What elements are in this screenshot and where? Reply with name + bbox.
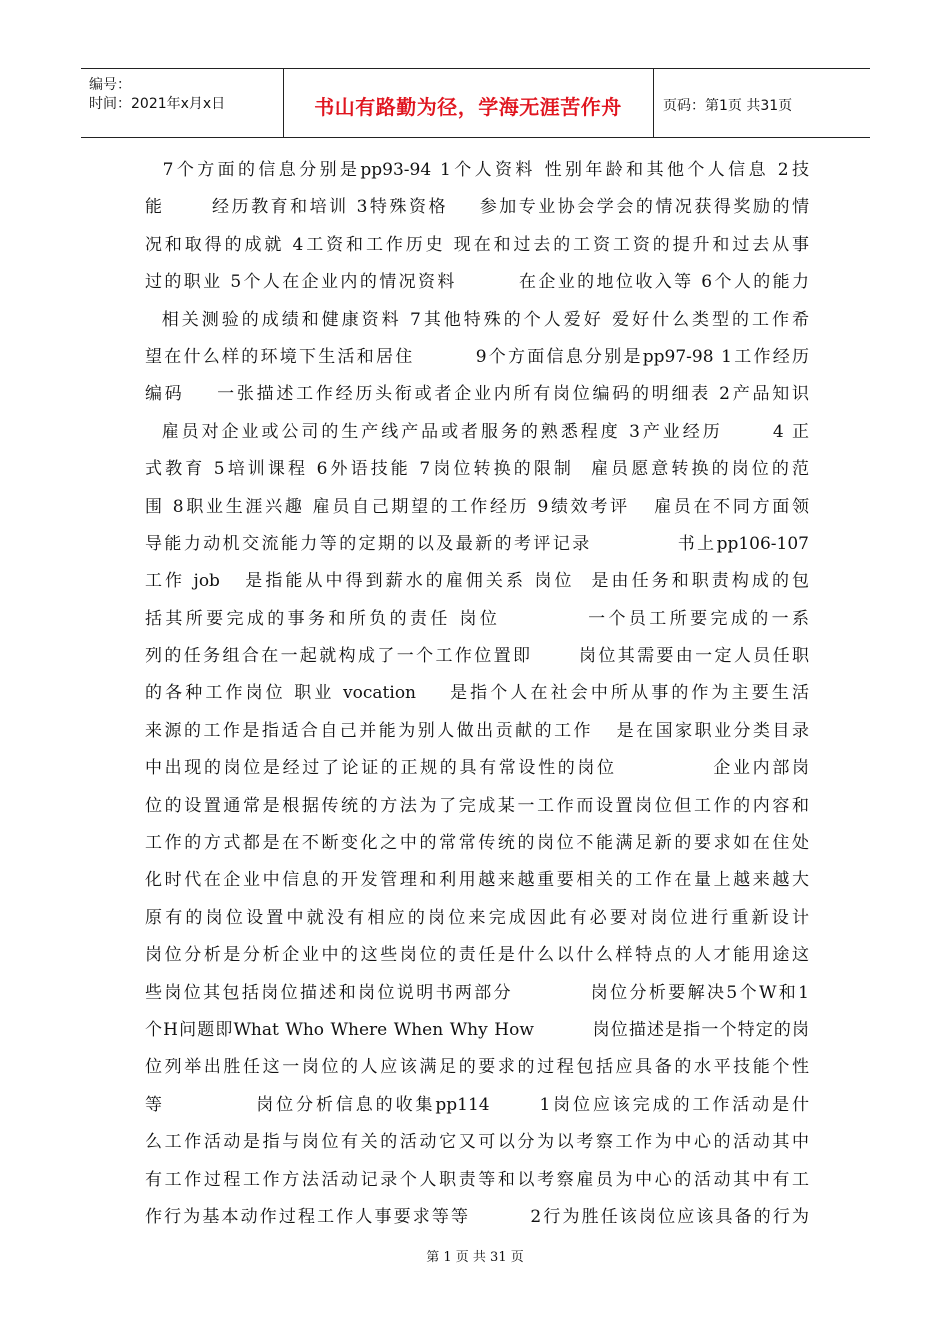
text-line: 式教育 5培训课程 6外语技能 7岗位转换的限制 雇员愿意转换的岗位的范 <box>145 459 809 480</box>
text-line: 中出现的岗位是经过了论证的正规的具有常设性的岗位 企业内部岗 <box>145 758 809 779</box>
text-line: 过的职业 5个人在企业内的情况资料 在企业的地位收入等 6个人的能力 <box>145 272 809 293</box>
text-line: 雇员对企业或公司的生产线产品或者服务的熟悉程度 3产业经历 4 正 <box>145 421 809 442</box>
date-label: 时间：2021年x月x日 <box>89 96 226 112</box>
text-line: 个H问题即What Who Where When Why How 岗位描述是指一个特定的岗 <box>145 1019 809 1040</box>
header-right-cell <box>653 69 870 137</box>
text-line: 么工作活动是指与岗位有关的活动它又可以分为以考察工作为中心的活动其中 <box>145 1132 809 1153</box>
text-line: 岗位分析是分析企业中的这些岗位的责任是什么以什么样特点的人才能用途这 <box>145 945 809 966</box>
text-line: 相关测验的成绩和健康资料 7其他特殊的个人爱好 爱好什么类型的工作希 <box>145 309 809 330</box>
text-line: 工作 job 是指能从中得到薪水的雇佣关系 岗位 是由任务和职责构成的包 <box>145 571 809 592</box>
text-line: 列的任务组合在一起就构成了一个工作位置即 岗位其需要由一定人员任职 <box>145 646 809 667</box>
header-left-cell <box>81 69 284 137</box>
text-line: 来源的工作是指适合自己并能为别人做出贡献的工作 是在国家职业分类目录 <box>145 720 809 741</box>
text-line: 围 8职业生涯兴趣 雇员自己期望的工作经历 9绩效考评 雇员在不同方面领 <box>145 496 809 517</box>
text-line: 有工作过程工作方法活动记录个人职责等和以考察雇员为中心的活动其中有工 <box>145 1169 809 1190</box>
text-line: 7个方面的信息分别是pp93-94 1个人资料 性别年龄和其他个人信息 2技 <box>145 160 809 180</box>
text-line: 导能力动机交流能力等的定期的以及最新的考评记录 书上pp106-107 <box>145 533 809 554</box>
text-line: 工作的方式都是在不断变化之中的常常传统的岗位不能满足新的要求如在住处 <box>145 833 809 854</box>
text-line: 位列举出胜任这一岗位的人应该满足的要求的过程包括应具备的水平技能个性 <box>145 1057 809 1078</box>
page-info: 页码：第1页 共31页 <box>663 98 793 114</box>
text-line: 望在什么样的环境下生活和居住 9个方面信息分别是pp97-98 1工作经历 <box>145 346 809 367</box>
text-line: 编码 一张描述工作经历头衔或者企业内所有岗位编码的明细表 2产品知识 <box>145 384 809 405</box>
text-line: 括其所要完成的事务和所负的责任 岗位 一个员工所要完成的一系 <box>145 608 809 629</box>
text-line: 的各种工作岗位 职业 vocation 是指个人在社会中所从事的作为主要生活 <box>145 683 809 704</box>
header-motto-cell <box>283 69 654 137</box>
number-label: 编号： <box>89 77 131 93</box>
text-line: 能 经历教育和培训 3特殊资格 参加专业协会学会的情况获得奖励的情 <box>145 197 809 218</box>
text-line: 况和取得的成就 4工资和工作历史 现在和过去的工资工资的提升和过去从事 <box>145 234 809 255</box>
text-line: 等 岗位分析信息的收集pp114 1岗位应该完成的工作活动是什 <box>145 1094 809 1115</box>
document-body <box>145 152 809 1236</box>
text-line: 化时代在企业中信息的开发管理和利用越来越重要相关的工作在量上越来越大 <box>145 870 809 891</box>
page-footer: 第 1 页 共 31 页 <box>426 1250 524 1265</box>
text-line: 原有的岗位设置中就没有相应的岗位来完成因此有必要对岗位进行重新设计 <box>145 907 809 928</box>
page-header <box>81 68 870 138</box>
text-line: 些岗位其包括岗位描述和岗位说明书两部分 岗位分析要解决5个W和1 <box>145 982 809 1003</box>
text-line: 位的设置通常是根据传统的方法为了完成某一工作而设置岗位但工作的内容和 <box>145 795 809 816</box>
motto: 书山有路勤为径，学海无涯苦作舟 <box>314 95 622 119</box>
text-line: 作行为基本动作过程工作人事要求等等 2行为胜任该岗位应该具备的行为 <box>145 1206 809 1227</box>
